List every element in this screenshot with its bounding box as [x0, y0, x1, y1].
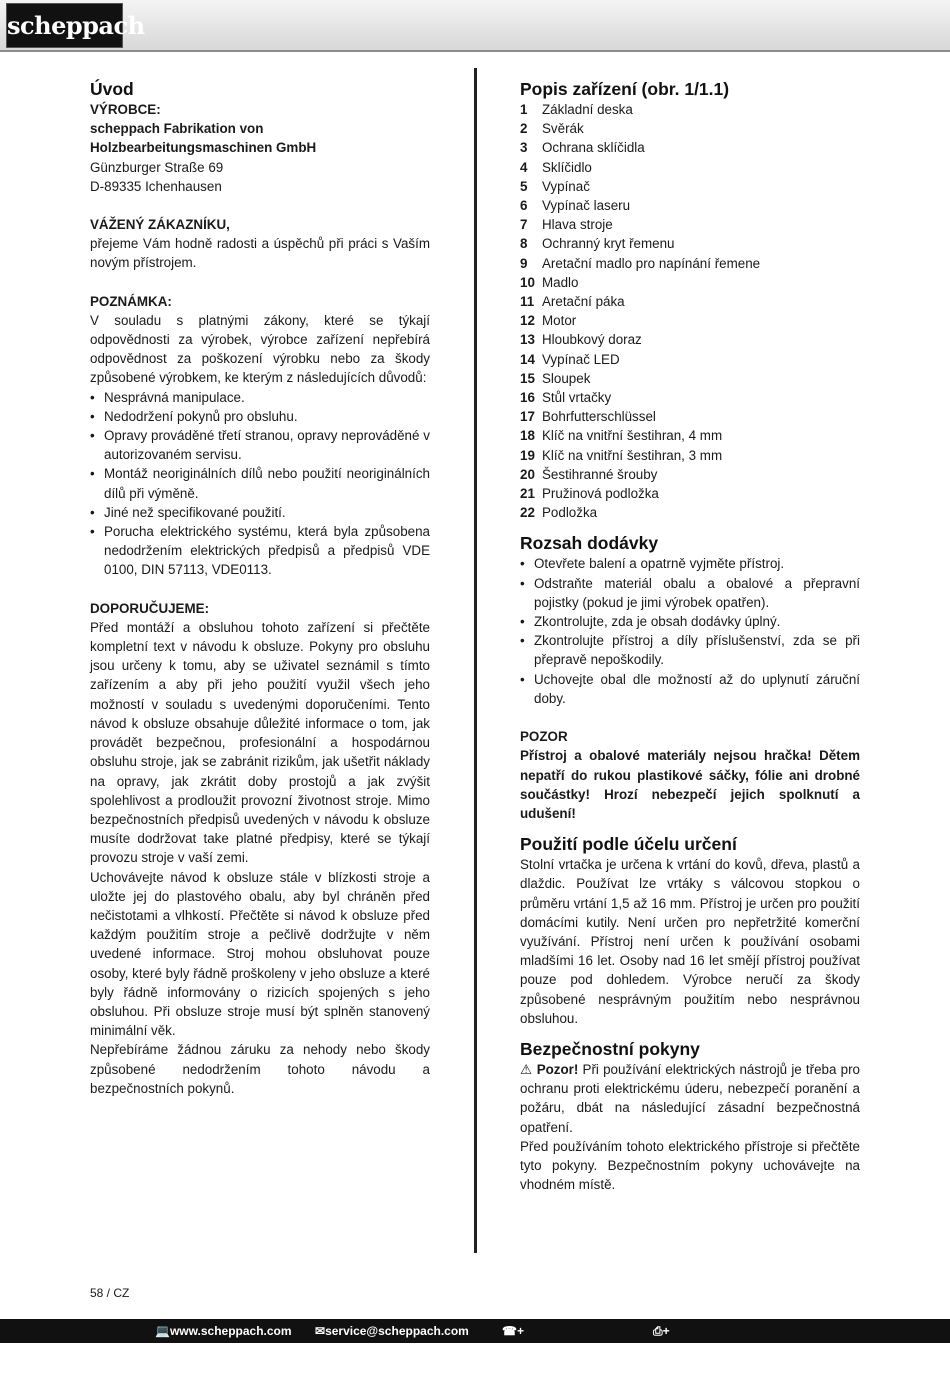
manufacturer-name-1: scheppach Fabrikation von [90, 121, 264, 137]
table-row [520, 215, 760, 234]
part-number: 20 [520, 466, 535, 482]
list-item: • Nedodržení pokynů pro obsluhu. [90, 407, 430, 426]
safety-paragraph-2: Před používáním tohoto elektrického přístroje si přečtěte tyto pokyny. Bezpečnostním pokyny uchovávejte na vhodném místě. [520, 1138, 860, 1193]
table-row [520, 138, 760, 157]
delivery-list [520, 554, 860, 708]
part-number: 19 [520, 447, 535, 463]
recommend-paragraph-1: Před montáží a obsluhou tohoto zařízení si přečtěte kompletní text v návodu k obsluze. Pokyny pro obsluhu jsou určeny k tomu, aby se uživatel seznámil s tímto zařízením a aby při jeho použití využil všech jeho možností v souladu s uvedenými doporučeními. Tento návod k obsluze obsahuje důležité informace o tom, jak provádět bezpečnou, profesionální a hospodárnou obsluhu stroje, jak se zabránit rizikům, jak ušetřit náklady na opravy, jak zkrátit doby prostojů a jak zvýšit spolehlivost a prodloužit provozní životnost stroje. Mimo bezpečnostních předpisů uvedených v návodu k obsluze musíte dodržovat take platné předpisy, které se týkají provozu stroje v vaší zemi. [90, 619, 430, 866]
table-row [520, 234, 760, 253]
part-number: 22 [520, 505, 535, 521]
list-item: • Montáž neoriginálních dílů nebo použití neoriginálních dílů při výměně. [90, 464, 430, 502]
footer-phone-text: +(49)-08223-4002-99 [516, 1324, 580, 1386]
part-number: 3 [520, 140, 528, 156]
scheppach-logo: scheppach [6, 3, 123, 48]
right-column [520, 78, 860, 1194]
table-row [520, 350, 760, 369]
warning-icon: ⚠ [520, 1061, 533, 1077]
manufacturer-name-2: Holzbearbeitungsmaschinen GmbH [90, 140, 317, 156]
customer-label: VÁŽENÝ ZÁKAZNÍKU, [90, 217, 230, 233]
table-row [520, 330, 760, 349]
table-row [520, 369, 760, 388]
part-label: Vypínač laseru [542, 198, 631, 214]
part-label: Šestihranné šrouby [542, 466, 658, 482]
parts-list [520, 100, 760, 522]
part-label: Pružinová podložka [542, 486, 659, 502]
list-item: • Porucha elektrického systému, která byla způsobena nedodržením elektrických předpisů a předpisů VDE 0100, DIN 57113, VDE0113. [90, 522, 430, 580]
part-number: 21 [520, 486, 535, 502]
part-label: Svěrák [542, 121, 584, 137]
part-number: 18 [520, 428, 535, 444]
part-label: Madlo [542, 274, 579, 290]
part-label: Aretační páka [542, 294, 625, 310]
table-row [520, 503, 760, 522]
list-item: • Odstraňte materiál obalu a obalové a přepravní pojistky (pokud je jimi výrobek opatřen). [520, 574, 860, 612]
footer-email-text: service@scheppach.com [325, 1324, 469, 1338]
footer-phone: ☎ +(49)-08223-4002-99 [502, 1319, 517, 1343]
part-label: Základní deska [542, 102, 633, 117]
footer-email[interactable]: ✉ service@scheppach.com [315, 1319, 325, 1343]
part-number: 8 [520, 236, 528, 252]
table-row [520, 177, 760, 196]
part-number: 11 [520, 294, 535, 310]
footer-fax-text: +(49)-08223-4002-58 [662, 1324, 726, 1386]
part-number: 10 [520, 274, 535, 290]
safety-paragraph-1 [520, 1060, 860, 1137]
table-row [520, 158, 760, 177]
left-column [90, 78, 430, 1098]
address-city: D-89335 Ichenhausen [90, 178, 222, 194]
caution-label: POZOR [520, 729, 568, 745]
part-number: 2 [520, 121, 528, 137]
part-label: Motor [542, 313, 577, 329]
delivery-heading: Rozsah dodávky [520, 533, 659, 554]
part-label: Vypínač LED [542, 351, 620, 367]
part-label: Ochranný kryt řemenu [542, 236, 675, 252]
table-row [520, 119, 760, 138]
recommend-paragraph-3: Nepřebíráme žádnou záruku za nehody nebo škody způsobené nedodržením tohoto návodu a bezpečnostních pokynů. [90, 1042, 430, 1096]
table-row [520, 254, 760, 273]
safety-heading: Bezpečnostní pokyny [520, 1038, 700, 1059]
intended-use-heading: Použití podle účelu určení [520, 834, 737, 855]
list-item: • Nesprávná manipulace. [90, 388, 430, 407]
part-label: Bohrfutterschlüssel [542, 409, 656, 425]
table-row [520, 446, 760, 465]
table-row [520, 196, 760, 215]
list-item: • Uchovejte obal dle možností až do uplynutí záruční doby. [520, 670, 860, 708]
part-number: 9 [520, 255, 528, 271]
part-label: Klíč na vnitřní šestihran, 4 mm [542, 428, 723, 444]
part-label: Sklíčidlo [542, 159, 592, 175]
part-number: 6 [520, 198, 528, 214]
description-heading: Popis zařízení (obr. 1/1.1) [520, 79, 730, 99]
part-number: 17 [520, 409, 535, 425]
intended-use-text: Stolní vrtačka je určena k vrtání do kovů, dřeva, plastů a dlaždic. Používat lze vrtáky s válcovou stopkou o průměru vrtání 1,5 až 16 mm. Přístroj je určen pro použití domácími kutily. Není určen pro nepřetržité komerční využívání. Přístroj není určen k používání osobami mladšími 16 let. Osoby nad 16 let smějí přístroj používat pouze pod dohledem. Výrobce neručí za škody způsobené nesprávným použitím nebo nesprávnou obsluhou. [520, 857, 860, 1026]
list-item: • Jiné než specifikované použití. [90, 503, 430, 522]
table-row [520, 292, 760, 311]
part-number: 5 [520, 178, 528, 194]
part-number: 14 [520, 351, 535, 367]
part-label: Hlava stroje [542, 217, 613, 233]
footer-web-text: www.scheppach.com [169, 1324, 292, 1338]
warning-label: Pozor! [536, 1061, 579, 1077]
table-row [520, 465, 760, 484]
part-label: Hloubkový doraz [542, 332, 642, 348]
part-label: Vypínač [542, 178, 590, 194]
part-label: Ochrana sklíčidla [542, 140, 645, 156]
safety-text-1: Při používání elektrických nástrojů je třeba pro ochranu proti elektrickému úderu, nebezpečí poranění a požáru, dbát na následující zásadní bezpečnostná opatření. [520, 1061, 860, 1135]
table-row [520, 388, 760, 407]
footer-fax: ⎙ +(49)-08223-4002-58 [653, 1319, 663, 1343]
part-label: Klíč na vnitřní šestihran, 3 mm [542, 447, 723, 463]
part-label: Sloupek [542, 370, 591, 386]
list-item: • Opravy prováděné třetí stranou, opravy neprováděné v autorizovaném servisu. [90, 426, 430, 464]
note-text: V souladu s platnými zákony, které se týkají odpovědnosti za výrobek, výrobce zařízení nepřebírá odpovědnost za poškození výrobku nebo za škody způsobené výrobkem, ke kterým z následujících důvodů: [90, 312, 430, 386]
manufacturer-label: VÝROBCE: [90, 102, 161, 117]
footer-web[interactable]: 💻 www.scheppach.com [155, 1319, 170, 1343]
column-divider [474, 68, 477, 1253]
part-number: 7 [520, 217, 528, 233]
customer-text: přejeme Vám hodně radosti a úspěchů při práci s Vaším novým přístrojem. [90, 236, 430, 271]
part-label: Aretační madlo pro napínání řemene [542, 255, 761, 271]
table-row [520, 426, 760, 445]
page-footer [0, 1319, 950, 1386]
part-number: 1 [520, 102, 528, 117]
page-number: 58 / CZ [90, 1286, 130, 1300]
table-row [520, 311, 760, 330]
part-label: Podložka [542, 505, 598, 521]
table-row [520, 273, 760, 292]
address-street: Günzburger Straße 69 [90, 159, 224, 175]
note-label: POZNÁMKA: [90, 293, 172, 309]
recommend-paragraph-2: Uchovávejte návod k obsluze stále v blízkosti stroje a uložte jej do plastového obalu, aby byl chráněn před nečistotami a vlhkostí. Přečtěte si návod k obsluze před každým použitím stroje a pečlivě dodržujte v něm uvedené informace. Stroj mohou obsluhovat pouze osoby, které byly řádně proškoleny v jeho obsluze a které byly řádně informovány o rizicích spojených s jeho obsluhou. Při obsluze stroje musí být splněn stanovený minimální věk. [90, 869, 430, 1039]
part-number: 12 [520, 313, 535, 329]
list-item: • Otevřete balení a opatrně vyjměte přístroj. [520, 554, 860, 573]
caution-text: Přístroj a obalové materiály nejsou hračka! Dětem nepatří do rukou plastikové sáčky, fólie ani drobné součástky! Hrozí nebezpečí jejich spolknutí a udušení! [520, 748, 860, 821]
table-row [520, 484, 760, 503]
part-number: 15 [520, 370, 535, 386]
list-item: • Zkontrolujte přístroj a díly příslušenství, zda se při přepravě nepoškodily. [520, 631, 860, 669]
table-row [520, 100, 760, 119]
list-item: • Zkontrolujte, zda je obsah dodávky úplný. [520, 612, 860, 631]
part-number: 16 [520, 390, 535, 406]
table-row [520, 407, 760, 426]
page-header [0, 0, 950, 52]
part-number: 13 [520, 332, 535, 348]
part-label: Stůl vrtačky [542, 390, 612, 406]
note-list [90, 388, 430, 580]
recommend-label: DOPORUČUJEME: [90, 600, 210, 616]
part-number: 4 [520, 159, 528, 175]
intro-heading: Úvod [90, 79, 134, 99]
